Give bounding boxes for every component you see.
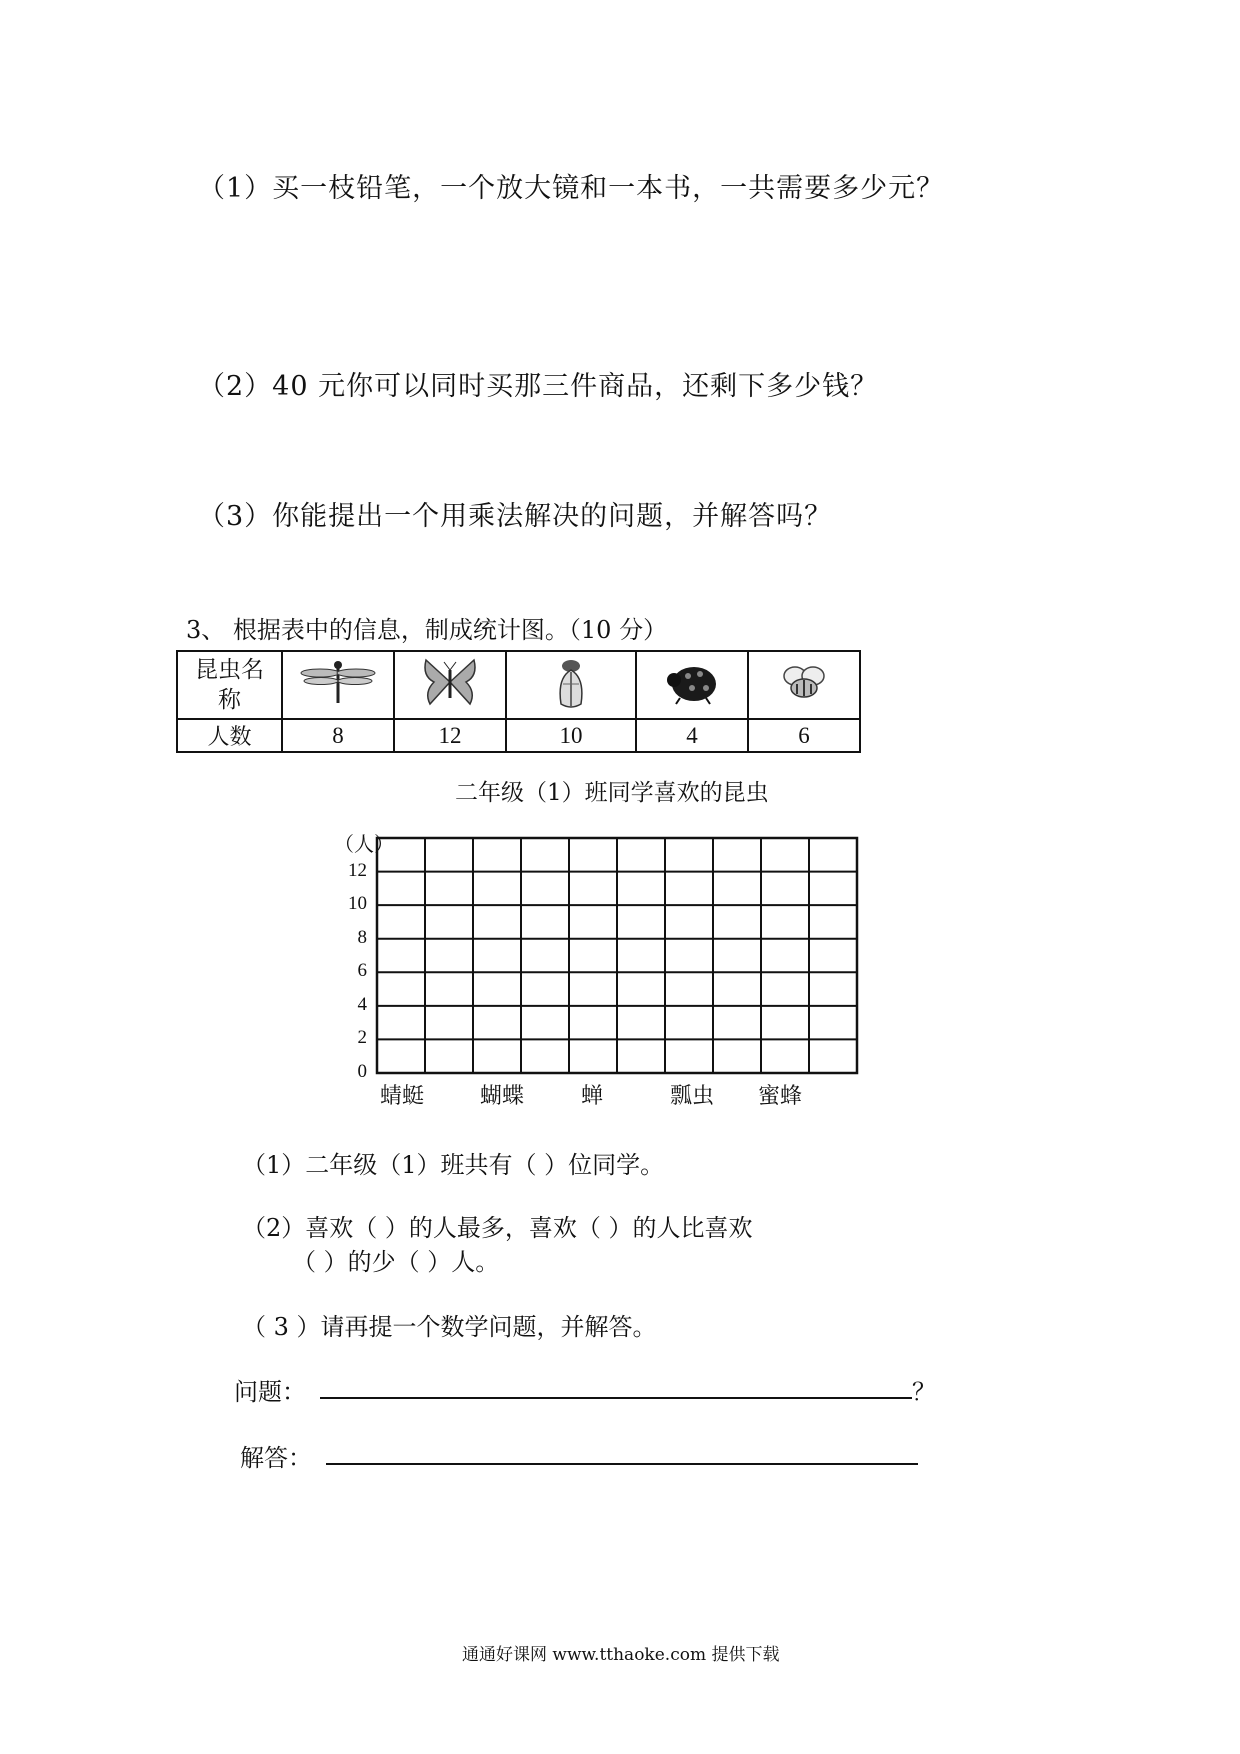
y-tick-label: 0 bbox=[357, 1061, 367, 1082]
count-cicada: 10 bbox=[506, 719, 636, 752]
x-category-label: 蝉 bbox=[581, 1084, 604, 1109]
count-butterfly: 12 bbox=[394, 719, 506, 752]
section-3-heading: 3、 根据表中的信息，制成统计图。（10 分） bbox=[186, 616, 668, 644]
y-tick-label: 2 bbox=[357, 1027, 367, 1049]
x-category-label: 蝴蝶 bbox=[480, 1084, 525, 1109]
y-tick-label: 8 bbox=[357, 926, 367, 948]
answer-label: 解答： bbox=[240, 1444, 312, 1472]
count-ladybug: 4 bbox=[636, 719, 748, 752]
subquestion-3: （ 3 ）请再提一个数学问题，并解答。 bbox=[242, 1313, 657, 1341]
subquestion-2-line-2: （ ）的少（ ）人。 bbox=[292, 1248, 500, 1276]
question-mark: ？ bbox=[912, 1378, 936, 1406]
y-tick-label: 6 bbox=[357, 960, 367, 982]
x-category-label: 蜜蜂 bbox=[758, 1084, 803, 1109]
count-dragonfly: 8 bbox=[282, 719, 394, 752]
question-answer-line[interactable] bbox=[320, 1397, 912, 1399]
footer: 通通好课网 www.tthaoke.com 提供下载 bbox=[462, 1645, 780, 1665]
y-tick-label: 12 bbox=[348, 859, 367, 881]
y-axis-unit: （人） bbox=[334, 832, 394, 856]
x-category-label: 瓢虫 bbox=[670, 1084, 715, 1109]
answer-line[interactable] bbox=[326, 1463, 918, 1465]
chart-title: 二年级（1）班同学喜欢的昆虫 bbox=[455, 780, 769, 806]
question-3: （3）你能提出一个用乘法解决的问题，并解答吗？ bbox=[198, 501, 833, 532]
count-bee: 6 bbox=[748, 719, 860, 752]
y-tick-label: 10 bbox=[348, 893, 367, 915]
question-2: （2）40 元你可以同时买那三件商品，还剩下多少钱？ bbox=[198, 371, 879, 402]
row-label-count: 人数 bbox=[177, 719, 282, 752]
question-label: 问题： bbox=[234, 1378, 306, 1406]
subquestion-2-line-1: （2）喜欢（ ）的人最多，喜欢（ ）的人比喜欢 bbox=[242, 1214, 753, 1242]
table-header-line-1: 昆虫名 bbox=[195, 657, 264, 682]
x-category-label: 蜻蜓 bbox=[380, 1084, 425, 1109]
question-1: （1）买一枝铅笔，一个放大镜和一本书，一共需要多少元？ bbox=[198, 173, 945, 204]
table-header-line-2: 称 bbox=[218, 687, 241, 712]
y-tick-label: 4 bbox=[357, 993, 367, 1015]
subquestion-1: （1）二年级（1）班共有（ ）位同学。 bbox=[242, 1151, 665, 1179]
